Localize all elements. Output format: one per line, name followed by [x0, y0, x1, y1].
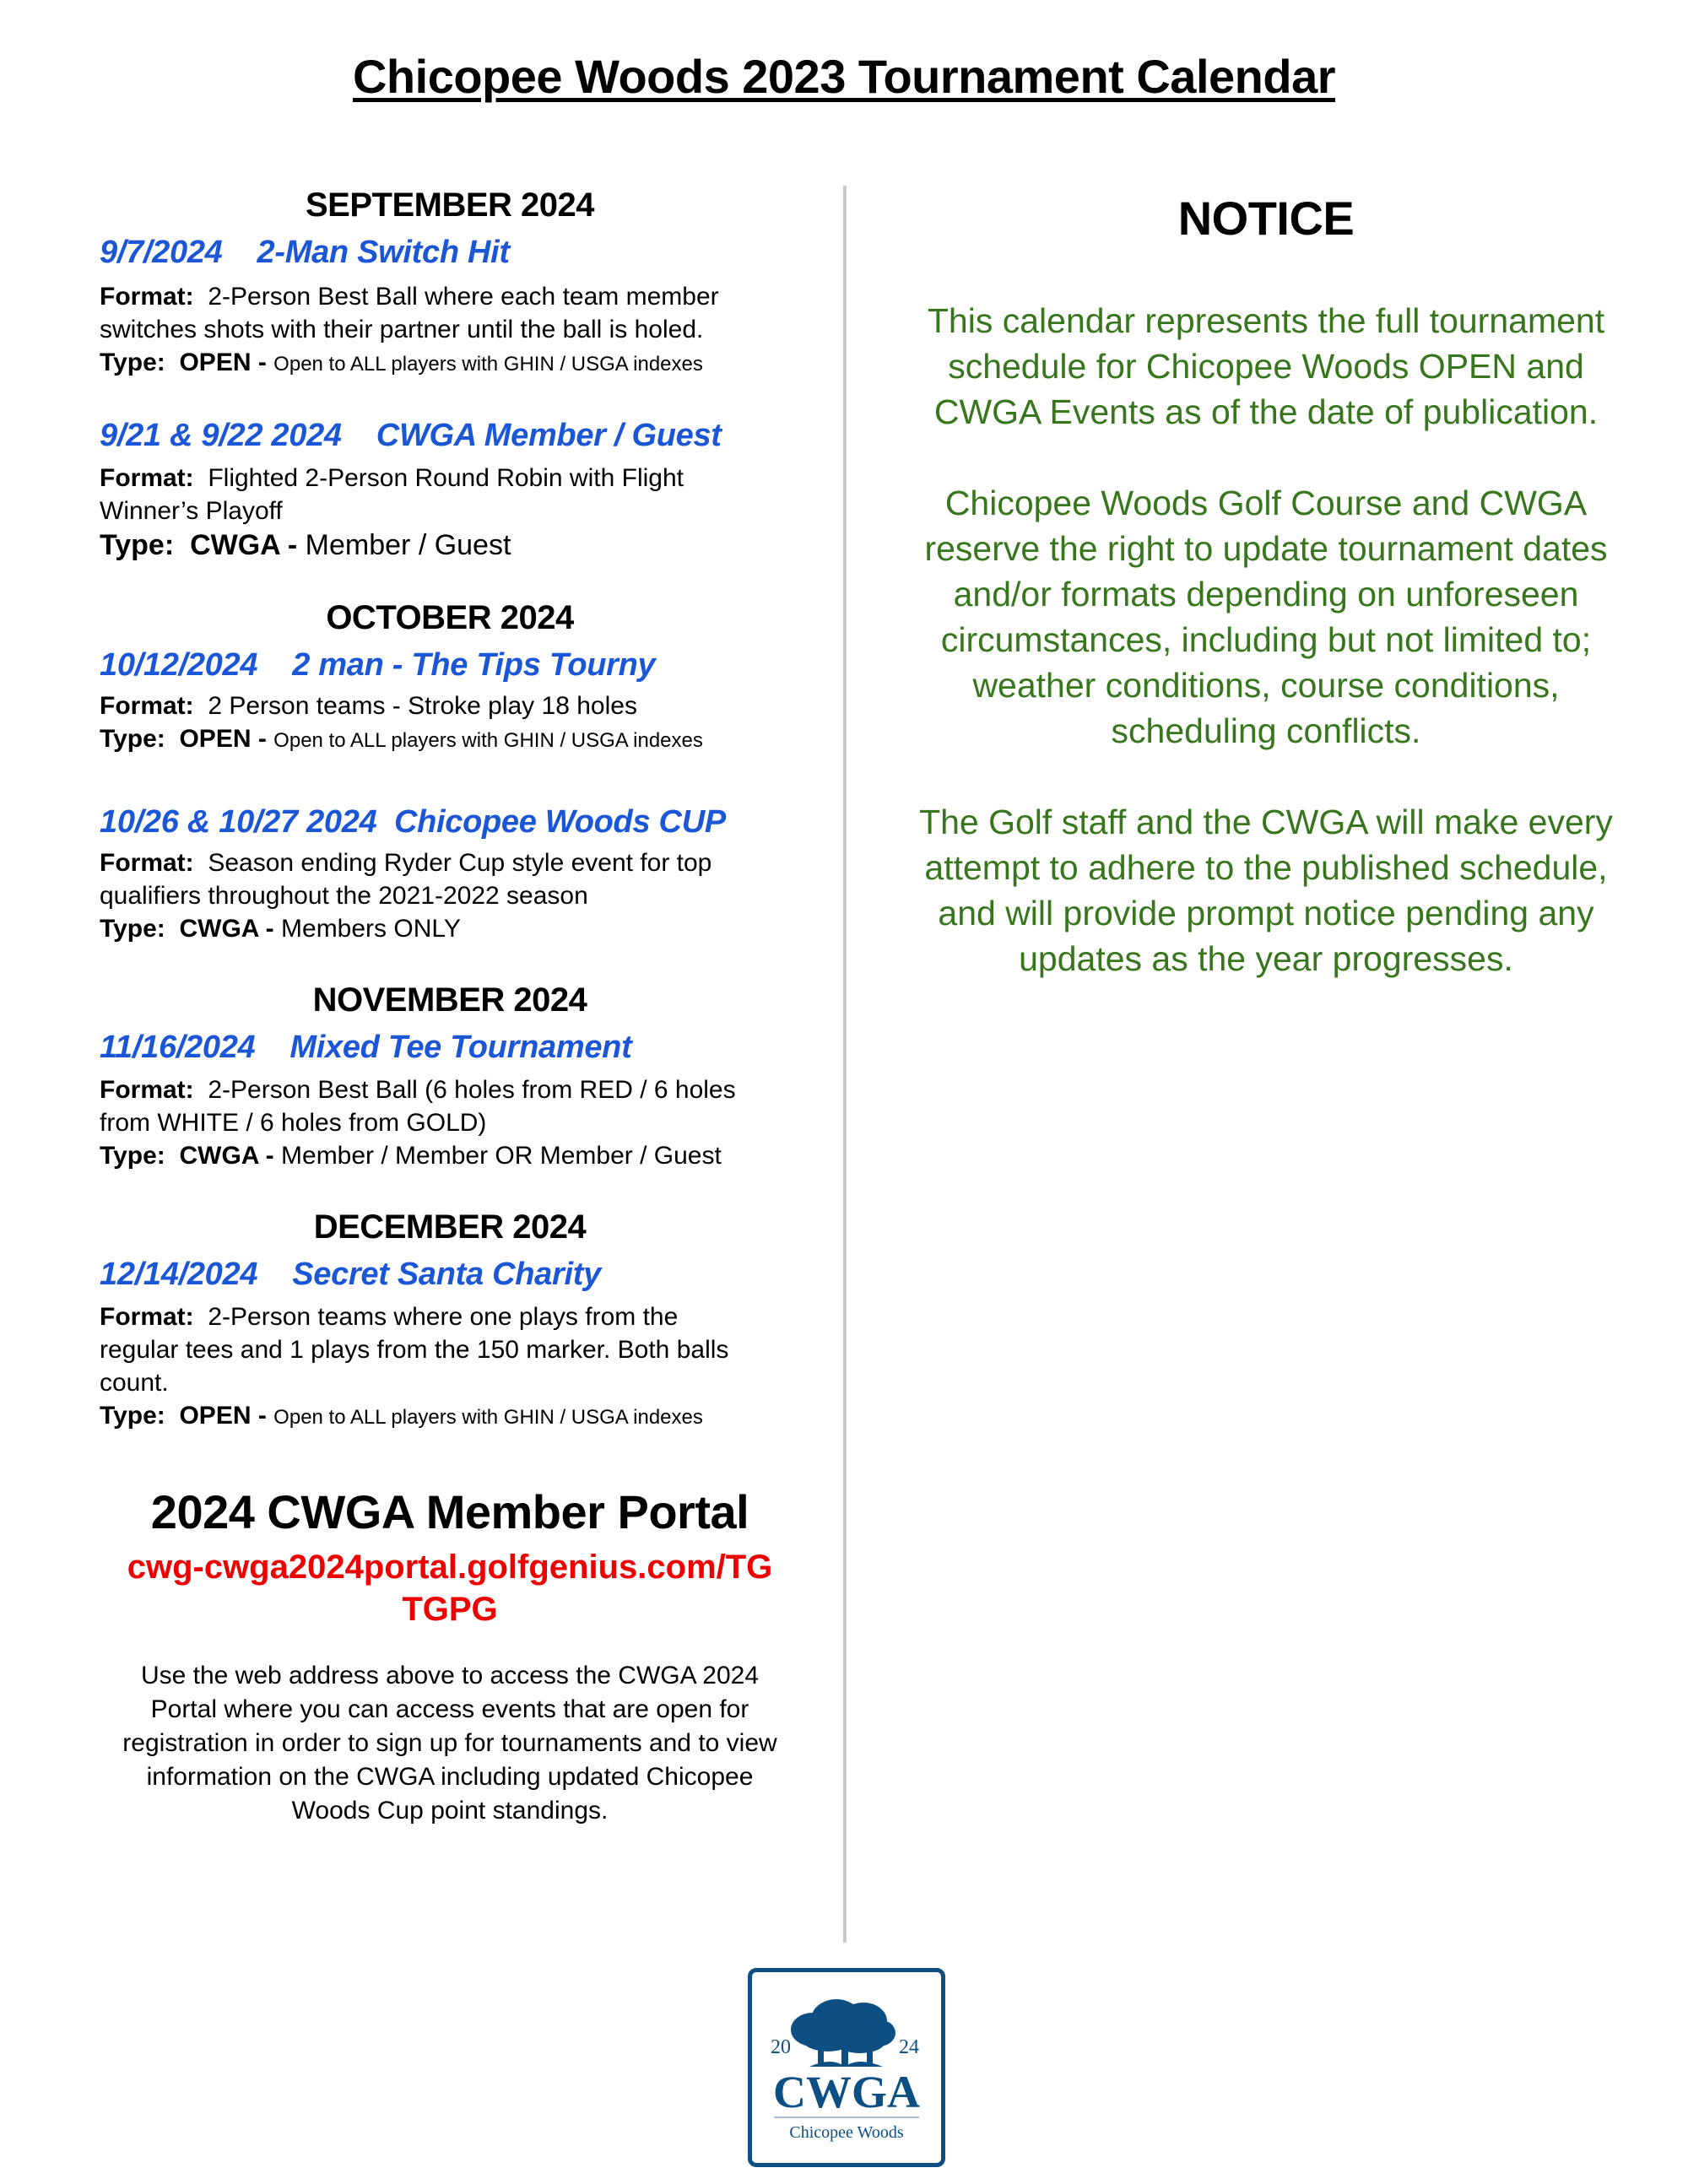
month-heading: SEPTEMBER 2024	[305, 187, 595, 224]
type-detail: Member / Guest	[305, 529, 511, 561]
notice-title: NOTICE	[1177, 192, 1355, 245]
event-title: 10/26 & 10/27 2024 Chicopee Woods CUP	[100, 804, 726, 840]
format-label: Format:	[100, 692, 194, 720]
type-detail: Open to ALL players with GHIN / USGA indexes	[273, 353, 703, 376]
event-title: 9/21 & 9/22 2024 CWGA Member / Guest	[100, 418, 722, 453]
event-format	[100, 846, 800, 879]
event-type	[100, 527, 800, 563]
portal-url-line1[interactable]: cwg-cwga2024portal.golfgenius.com/TG	[127, 1549, 773, 1586]
oak-tree-icon	[752, 1972, 941, 2163]
month-november	[100, 979, 800, 1172]
month-heading: DECEMBER 2024	[313, 1208, 587, 1246]
type-label: Type:	[100, 349, 165, 376]
format-text-cont: qualifiers throughout the 2021-2022 season	[100, 882, 588, 910]
format-label: Format:	[100, 1303, 194, 1331]
portal-title: 2024 CWGA Member Portal	[150, 1485, 749, 1538]
event-type	[100, 722, 800, 757]
event-title: 12/14/2024 Secret Santa Charity	[100, 1257, 601, 1292]
format-text: 2-Person Best Ball (6 holes from RED / 6 holes	[208, 1076, 736, 1104]
month-september	[100, 184, 800, 563]
svg-text:20: 20	[771, 2036, 791, 2058]
type-label: Type:	[100, 725, 165, 753]
type-label: Type:	[100, 1402, 165, 1430]
type-label: Type:	[100, 1142, 165, 1170]
event-title: 9/7/2024 2-Man Switch Hit	[100, 235, 510, 270]
format-text-cont: switches shots with their partner until the ball is holed.	[100, 316, 704, 343]
type-category: CWGA -	[179, 1142, 274, 1170]
type-detail: Open to ALL players with GHIN / USGA indexes	[273, 729, 703, 752]
event-type	[100, 1399, 800, 1434]
event-item	[100, 1026, 800, 1172]
type-label: Type:	[100, 529, 175, 561]
column-divider	[843, 186, 847, 1943]
format-text: 2-Person teams where one plays from the	[208, 1303, 679, 1331]
event-format	[100, 1300, 800, 1333]
format-text-cont: Winner’s Playoff	[100, 497, 283, 525]
event-format	[100, 1073, 800, 1106]
format-label: Format:	[100, 283, 194, 311]
format-label: Format:	[100, 464, 194, 492]
event-title: 10/12/2024 2 man - The Tips Tourny	[100, 647, 656, 683]
format-text: Flighted 2-Person Round Robin with Flight	[208, 464, 684, 492]
event-item	[100, 231, 800, 381]
svg-text:Chicopee Woods: Chicopee Woods	[789, 2123, 904, 2142]
month-heading: OCTOBER 2024	[326, 599, 574, 636]
format-text: 2 Person teams - Stroke play 18 holes	[208, 692, 637, 720]
month-october	[100, 597, 800, 945]
cwga-logo	[748, 1968, 945, 2167]
type-category: CWGA -	[190, 529, 298, 561]
member-portal-section	[100, 1484, 800, 1828]
notice-paragraph: The Golf staff and the CWGA will make every attempt to adhere to the published schedule, and will provide prompt notice pending any updates as the year progresses.	[919, 803, 1613, 978]
format-text-cont: from WHITE / 6 holes from GOLD)	[100, 1109, 487, 1137]
event-item	[100, 1253, 800, 1434]
type-label: Type:	[100, 915, 165, 943]
svg-text:CWGA: CWGA	[773, 2067, 920, 2117]
event-format	[100, 280, 800, 313]
page-title: Chicopee Woods 2023 Tournament Calendar	[352, 50, 1336, 103]
portal-url-link[interactable]	[100, 1546, 800, 1630]
format-text: 2-Person Best Ball where each team member	[208, 283, 719, 311]
format-text-cont: regular tees and 1 plays from the 150 marker. Both balls	[100, 1336, 729, 1364]
month-december	[100, 1206, 800, 1434]
format-label: Format:	[100, 1076, 194, 1104]
format-text-cont: count.	[100, 1369, 169, 1397]
notice-paragraph: This calendar represents the full tournament schedule for Chicopee Woods OPEN and CWGA Events as of the date of publication.	[927, 301, 1605, 431]
event-item	[100, 414, 800, 563]
event-type	[100, 346, 800, 381]
month-heading: NOVEMBER 2024	[312, 981, 587, 1019]
svg-text:24: 24	[899, 2036, 919, 2058]
event-type	[100, 912, 800, 945]
event-item	[100, 644, 800, 757]
event-format	[100, 462, 800, 495]
portal-url-line2[interactable]: TGPG	[402, 1591, 498, 1628]
type-category: OPEN -	[179, 1402, 267, 1430]
format-label: Format:	[100, 849, 194, 877]
format-text: Season ending Ryder Cup style event for top	[208, 849, 712, 877]
event-item	[100, 801, 800, 945]
notice-column	[886, 186, 1646, 981]
event-title: 11/16/2024 Mixed Tee Tournament	[100, 1030, 632, 1065]
portal-description: Use the web address above to access the CWGA 2024 Portal where you can access events that are open for registration in order to sign up for tournaments and to view information on the CWGA including updated Chicopee Woods Cup point standings.	[122, 1662, 777, 1825]
type-detail: Open to ALL players with GHIN / USGA indexes	[273, 1406, 703, 1429]
event-type	[100, 1139, 800, 1172]
type-detail: Member / Member OR Member / Guest	[281, 1142, 722, 1170]
schedule-column	[100, 184, 800, 1828]
type-category: OPEN -	[179, 725, 267, 753]
event-format	[100, 689, 800, 722]
type-detail: Members ONLY	[281, 915, 461, 943]
type-category: OPEN -	[179, 349, 267, 376]
type-category: CWGA -	[179, 915, 274, 943]
notice-paragraph: Chicopee Woods Golf Course and CWGA reserve the right to update tournament dates and/or formats depending on unforeseen circumstances, including but not limited to; weather conditions, course conditions, scheduling conflicts.	[924, 484, 1608, 750]
